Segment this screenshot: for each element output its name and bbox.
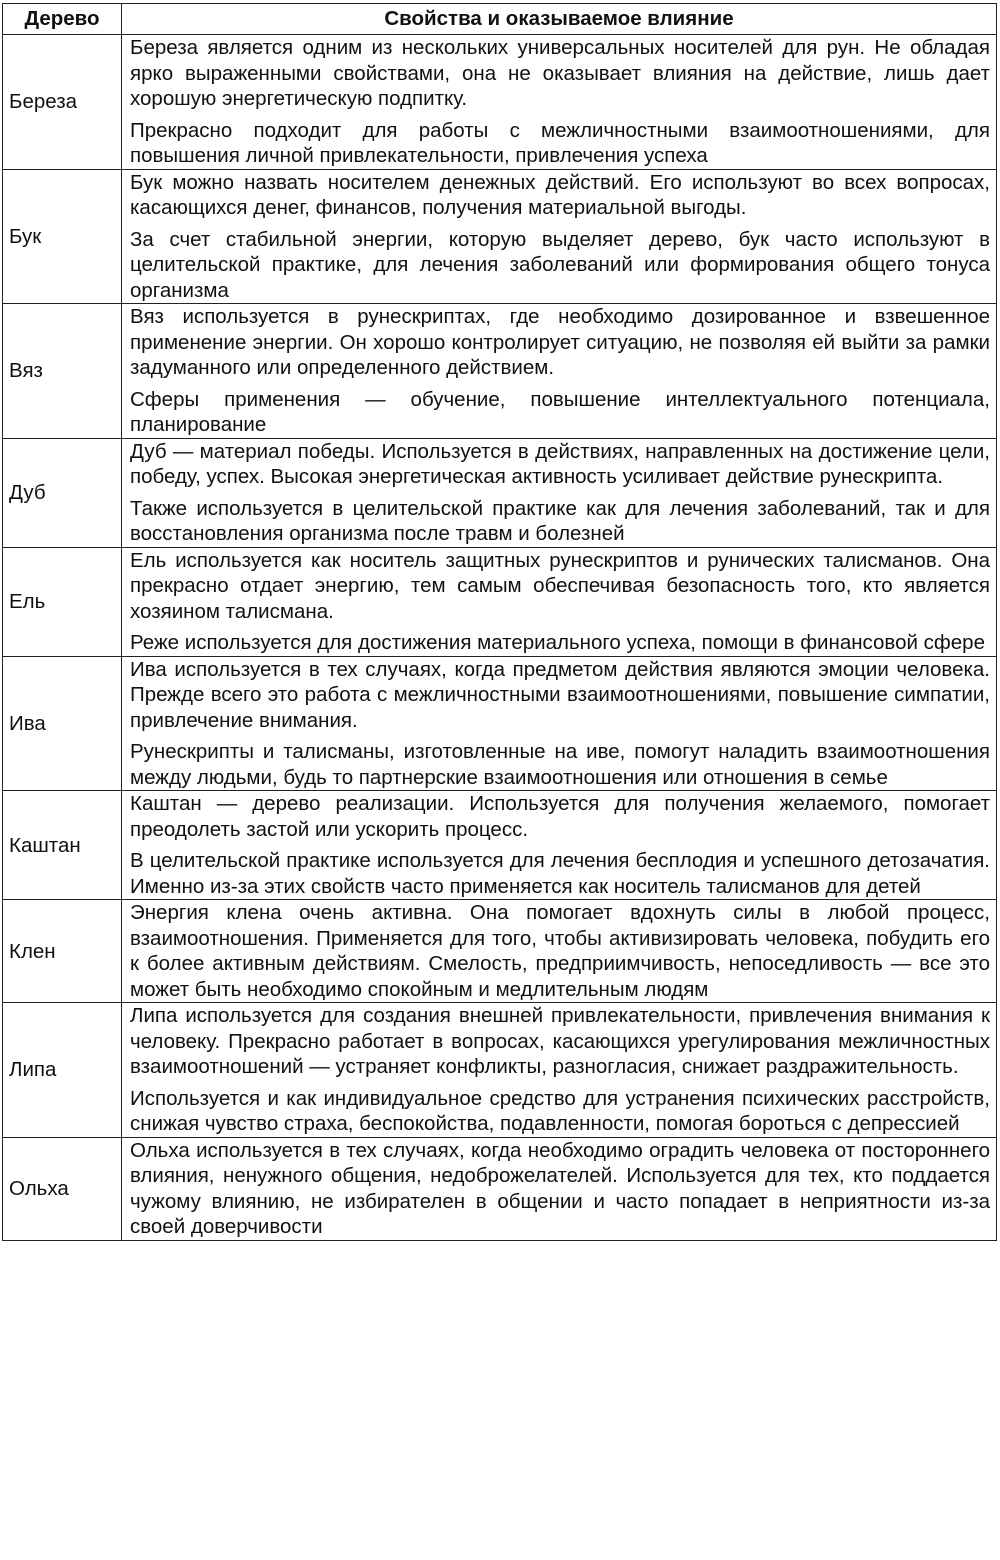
description-paragraph: Дуб — материал победы. Используется в действиях, направленных на достижение цели, победу, успех. Высокая энергетическая активность усиливает действие рунескрипта. (130, 439, 990, 488)
description-paragraph: Рунескрипты и талисманы, изготовленные на иве, помогут наладить взаимоотношения между людьми, будь то партнерские взаимоотношения или отношения в семье (130, 740, 990, 789)
description-paragraph: Используется и как индивидуальное средство для устранения психических расстройств, снижая чувство страха, беспокойства, подавленности, помогая бороться с депрессией (130, 1086, 990, 1135)
column-header-tree: Дерево (3, 4, 122, 35)
description-cell (122, 1137, 997, 1240)
description-paragraph: Сферы применения — обучение, повышение интеллектуального потенциала, планирование (130, 387, 990, 436)
tree-name-cell: Вяз (3, 304, 122, 439)
description-paragraph: В целительской практике используется для лечения бесплодия и успешного детозачатия. Именно из-за этих свойств часто применяется как носитель талисманов для детей (130, 849, 990, 898)
description-paragraph: Липа используется для создания внешней привлекательности, привлечения внимания к человеку. Прекрасно работает в вопросах, касающихся урегулирования межличностных взаимоотношений — устраняет конфликты, разногласия, снижает раздражительность. (130, 1004, 990, 1078)
description-paragraph: Также используется в целительской практике как для лечения заболеваний, так и для восстановления организма после травм и болезней (130, 496, 990, 545)
description-paragraph: Бук можно назвать носителем денежных действий. Его используют во всех вопросах, касающихся денег, финансов, получения материальной выгоды. (130, 170, 990, 219)
description-paragraph: Ель используется как носитель защитных рунескриптов и рунических талисманов. Она прекрасно отдает энергию, тем самым обеспечивая безопасность того, кто является хозяином талисмана. (130, 548, 990, 623)
tree-name-cell: Ива (3, 656, 122, 791)
description-paragraph: Каштан — дерево реализации. Используется для получения желаемого, помогает преодолеть застой или ускорить процесс. (130, 792, 990, 841)
description-paragraph: За счет стабильной энергии, которую выделяет дерево, бук часто используют в целительской практике, для лечения заболеваний или формирования общего тонуса организма (130, 227, 990, 302)
description-cell (122, 791, 997, 900)
tree-name-cell: Дуб (3, 438, 122, 547)
description-cell (122, 900, 997, 1003)
description-cell (122, 169, 997, 304)
table-row (3, 35, 997, 170)
tree-properties-table (2, 3, 997, 1241)
tree-name-cell: Каштан (3, 791, 122, 900)
table-row (3, 304, 997, 439)
tree-name-cell: Ель (3, 547, 122, 656)
description-paragraph: Ольха используется в тех случаях, когда необходимо оградить человека от постороннего влияния, ненужного общения, недоброжелателей. Используется для тех, кто поддается чужому влиянию, не избирателен в общении и часто попадает в неприятности из-за своей доверчивости (130, 1138, 990, 1238)
tree-name-cell: Ольха (3, 1137, 122, 1240)
table-row (3, 438, 997, 547)
description-cell (122, 438, 997, 547)
description-paragraph: Береза является одним из нескольких универсальных носителей для рун. Не обладая ярко выраженными свойствами, она не оказывает влияния на действие, лишь дает хорошую энергетическую подпитку. (130, 36, 990, 110)
table-row (3, 1003, 997, 1138)
tree-name-cell: Бук (3, 169, 122, 304)
description-paragraph: Энергия клена очень активна. Она помогает вдохнуть силы в любой процесс, взаимоотношения. Применяется для того, чтобы активизировать человека, побудить его к более активным действиям. Смелость, предприимчивость, непоседливость — все это может быть необходимо спокойным и медлительным людям (130, 901, 990, 1001)
description-cell (122, 1003, 997, 1138)
column-header-properties: Свойства и оказываемое влияние (122, 4, 997, 35)
table-row (3, 791, 997, 900)
table-row (3, 656, 997, 791)
description-cell (122, 304, 997, 439)
table-row (3, 1137, 997, 1240)
description-paragraph: Ива используется в тех случаях, когда предметом действия являются эмоции человека. Прежде всего это работа с межличностными взаимоотношениями, повышение симпатии, привлечение внимания. (130, 657, 990, 732)
tree-name-cell: Береза (3, 35, 122, 170)
tree-name-cell: Клен (3, 900, 122, 1003)
description-paragraph: Реже используется для достижения материального успеха, помощи в финансовой сфере (130, 631, 985, 654)
table-row (3, 547, 997, 656)
description-paragraph: Прекрасно подходит для работы с межличностными взаимоотношениями, для повышения личной привлекательности, привлечения успеха (130, 118, 990, 167)
table-row (3, 900, 997, 1003)
table-row (3, 169, 997, 304)
description-paragraph: Вяз используется в рунескриптах, где необходимо дозированное и взвешенное применение энергии. Он хорошо контролирует ситуацию, не позволяя ей выйти за рамки задуманного или определенного действием. (130, 305, 990, 379)
description-cell (122, 35, 997, 170)
description-cell (122, 656, 997, 791)
description-cell (122, 547, 997, 656)
table-header-row (3, 4, 997, 35)
tree-name-cell: Липа (3, 1003, 122, 1138)
table-body (3, 35, 997, 1241)
